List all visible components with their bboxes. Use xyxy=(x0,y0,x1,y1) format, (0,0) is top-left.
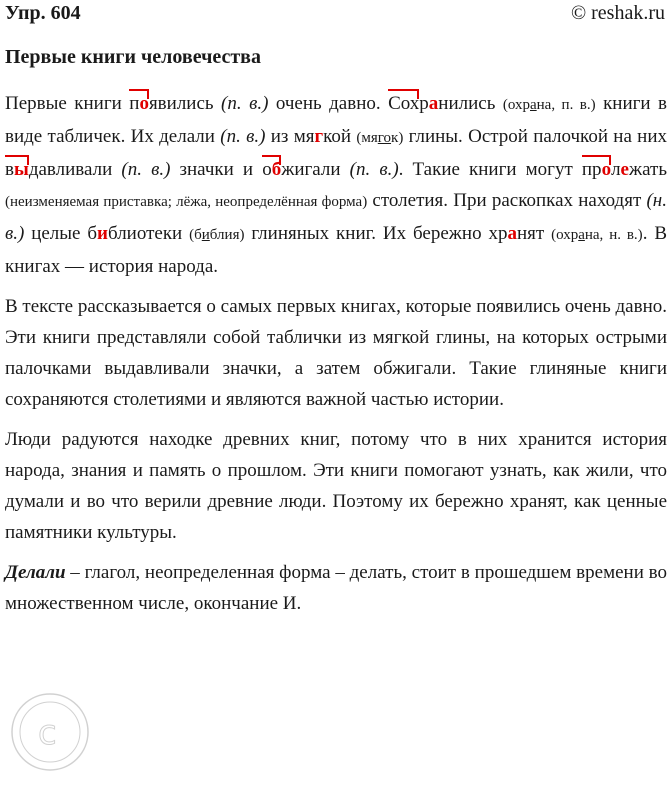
prefix-mark: по xyxy=(129,93,149,114)
prefix-mark: об xyxy=(262,159,282,180)
note-small: (охрана, н. в.) xyxy=(551,227,643,243)
note-italic: (п. в.) xyxy=(221,93,269,114)
highlighted-letter: а xyxy=(428,93,439,114)
prefix-mark: Сох xyxy=(388,93,420,114)
header xyxy=(5,2,667,28)
document-page xyxy=(5,0,667,619)
analysis-term: Делали xyxy=(5,562,66,583)
note-italic: (п. в.) xyxy=(220,126,266,147)
copyright-notice: © reshak.ru xyxy=(570,2,665,24)
highlighted-letter: е xyxy=(620,159,629,180)
text-title: Первые книги человечества xyxy=(5,46,261,68)
prefix-mark: про xyxy=(581,159,612,180)
highlighted-letter: ы xyxy=(13,159,29,180)
meaning-paragraph: Люди радуются находке древних книг, потому что в них хранится история народа, знания и память о прошлом. Эти книги помогают узнать, как жили, что думали и во что верили древние люди. Поэтому их бережно хранят, как ценные памятники культуры. xyxy=(5,429,667,543)
analysis-text: – глагол, неопределенная форма – делать, стоит в прошедшем времени во множественном числе, окончание И. xyxy=(5,562,667,614)
word-analysis xyxy=(5,557,667,619)
summary-paragraph: В тексте рассказывается о самых первых книгах, которые появились очень давно. Эти книги представляли собой таблички из мягкой глины, на которых острыми палочками выдавливали значки, а затем обжигали. Такие глиняные книги сохраняются столетиями и являются важной частью истории. xyxy=(5,296,667,410)
exercise-number: Упр. 604 xyxy=(5,2,81,24)
highlighted-letter: а xyxy=(507,223,517,244)
note-small: (мягок) xyxy=(356,130,404,146)
note-italic: (п. в.) xyxy=(121,159,171,180)
highlighted-letter: и xyxy=(97,223,108,244)
highlighted-letter: о xyxy=(601,159,612,180)
note-italic: (н. в.) xyxy=(5,190,667,244)
note-small: (охрана, п. в.) xyxy=(502,97,596,113)
annotated-text-paragraph: Первые книги появились (п. в.) очень давно. Сохранились (охрана, п. в.) книги в виде табличек. Их делали (п. в.) из мягкой (мягок) глины. Острой палочкой на них выдавливали (п. в.) значки и обжигали (п. в.). Такие книги могут пролежать (неизменяемая приставка; лёжа, неопределённая форма) столетия. При раскопках находят (н. в.) целые библиотеки (библия) глиняных книг. Их бережно хранят (охрана, н. в.). В книгах — история народа. xyxy=(5,93,668,277)
note-small: (неизменяемая приставка; лёжа, неопределённая форма) xyxy=(5,194,368,210)
watermark-logo-icon xyxy=(2,672,112,782)
highlighted-letter: б xyxy=(271,159,282,180)
note-italic: (п. в.) xyxy=(349,159,399,180)
note-small: (библия) xyxy=(189,227,245,243)
highlighted-letter: г xyxy=(314,126,324,147)
prefix-mark: вы xyxy=(5,159,29,180)
highlighted-letter: о xyxy=(139,93,149,114)
svg-text:c: c xyxy=(38,713,57,753)
